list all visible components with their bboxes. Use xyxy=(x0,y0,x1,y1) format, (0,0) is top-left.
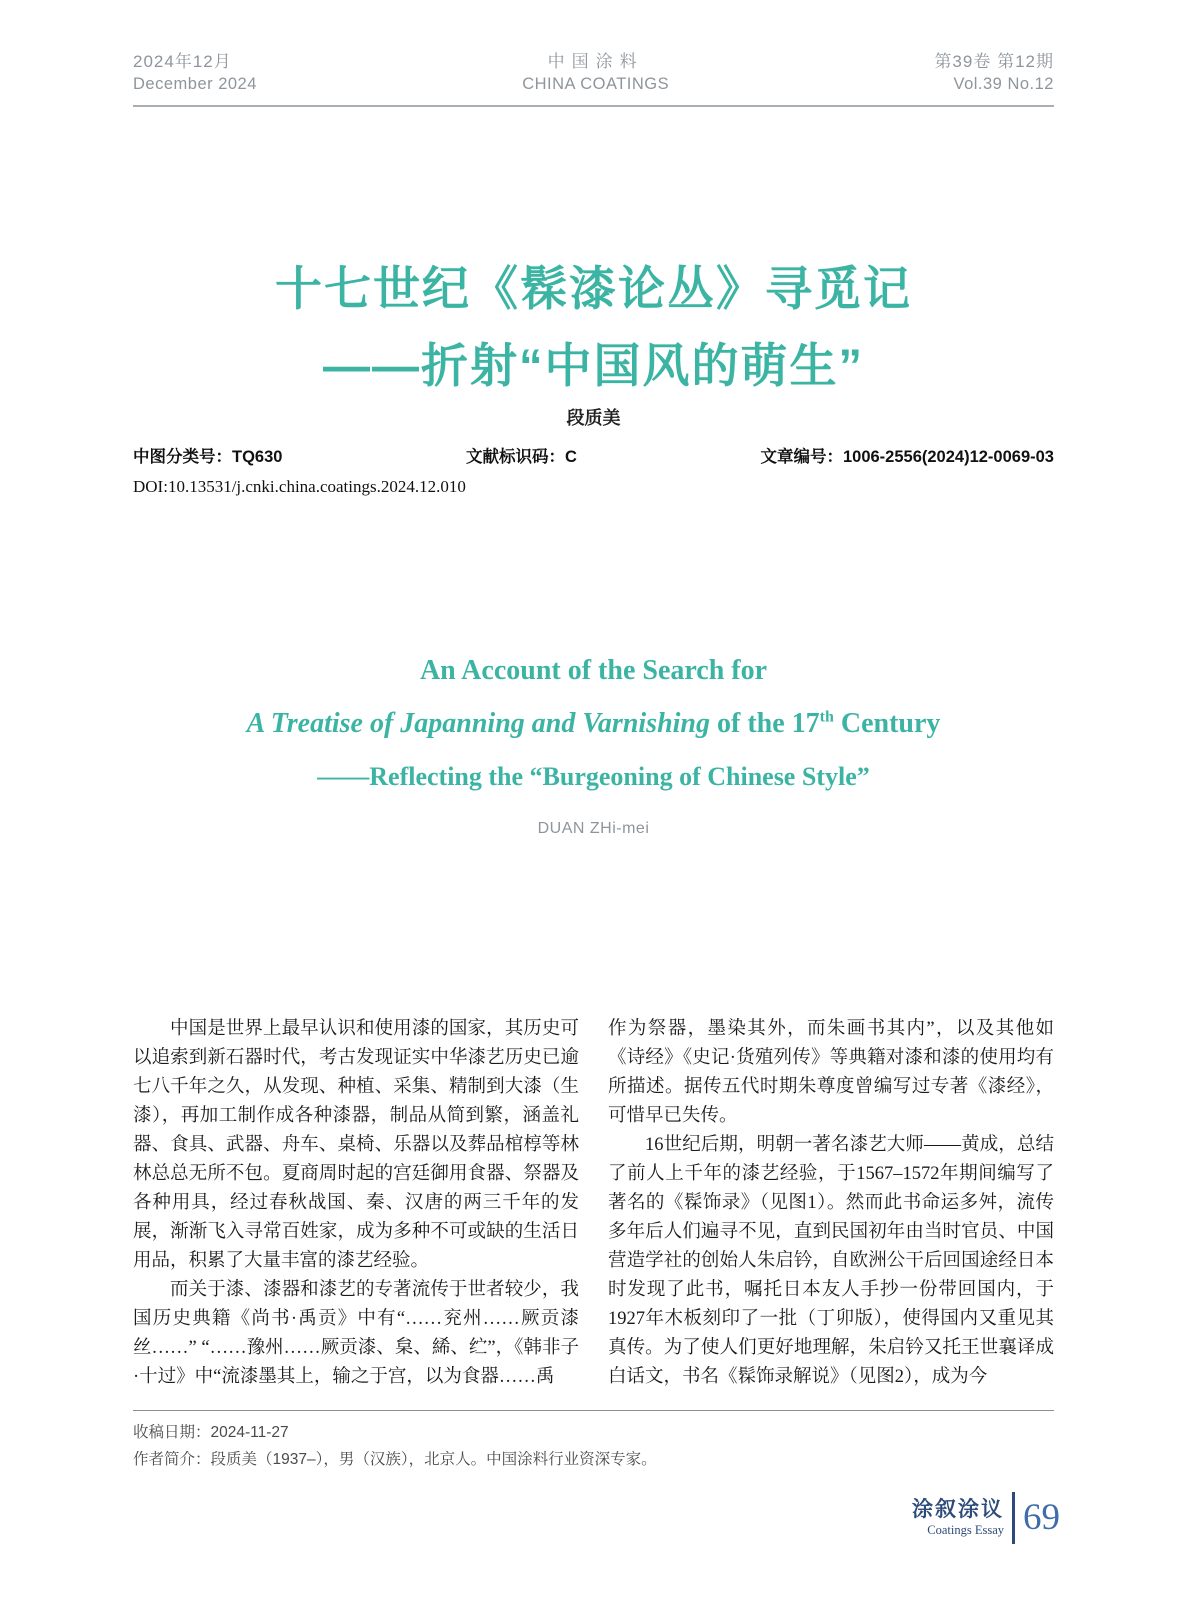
title-en-book-name: A Treatise of Japanning and Varnishing xyxy=(246,708,710,739)
doi-line: DOI:10.13531/j.cnki.china.coatings.2024.12.010 xyxy=(133,477,466,496)
body-column-right xyxy=(608,1015,1054,1392)
article-title-en-line1: An Account of the Search for xyxy=(419,655,768,686)
article-title-en-line2 xyxy=(133,697,1054,750)
article-title-cn-line1: 十七世纪《髹漆论丛》寻觅记 xyxy=(275,262,912,315)
page-marker xyxy=(912,1492,1060,1544)
column-label xyxy=(912,1498,1012,1538)
footnotes xyxy=(133,1411,1054,1473)
meta-document-code: 文献标识码：C xyxy=(466,448,577,466)
paragraph: 而关于漆、漆器和漆艺的专著流传于世者较少，我国历史典籍《尚书·禹贡》中有“……兖州……厥贡漆丝……” “……豫州……厥贡漆、枲、絺、纻”，《韩非子·十过》中“流漆墨其上，输之于宫，以为食器……禹 xyxy=(133,1280,579,1387)
header-volume xyxy=(934,50,1054,96)
paragraph-continuation: 作为祭器，墨染其外，而朱画书其内”，以及其他如《诗经》《史记·货殖列传》等典籍对漆和漆的使用均有所描述。据传五代时期朱尊度曾编写过专著《漆经》，可惜早已失传。 xyxy=(608,1019,1054,1126)
journal-name-en: CHINA COATINGS xyxy=(522,75,670,93)
meta-article-id: 文章编号：1006-2556(2024)12-0069-03 xyxy=(760,448,1054,466)
body-columns xyxy=(133,1015,1054,1392)
header-journal-name xyxy=(522,50,669,96)
title-en-line2-mid: of the 17 xyxy=(710,708,820,739)
header-date-en: December 2024 xyxy=(133,75,257,93)
journal-name-cn: 中国涂料 xyxy=(547,52,644,71)
title-en-ordinal-sup: th xyxy=(819,708,834,726)
article-title-cn xyxy=(133,250,1054,404)
paragraph: 中国是世界上最早认识和使用漆的国家，其历史可以追索到新石器时代，考古发现证实中华漆艺历史已逾七八千年之久，从发现、种植、采集、精制到大漆（生漆），再加工制作成各种漆器，制品从简到繁，涵盖礼器、食具、武器、舟车、桌椅、乐器以及葬品棺椁等林林总总无所不包。夏商周时起的宫廷御用食器、祭器及各种用具，经过春秋战国、秦、汉唐的两三千年的发展，渐渐飞入寻常百姓家，成为多种不可或缺的生活日用品，积累了大量丰富的漆艺经验。 xyxy=(133,1019,579,1271)
article-title-en xyxy=(133,644,1054,803)
header-volume-cn: 第39卷 第12期 xyxy=(934,52,1054,71)
header-volume-en: Vol.39 No.12 xyxy=(953,75,1054,93)
column-label-cn: 涂叙涂议 xyxy=(912,1498,1004,1521)
column-label-en: Coatings Essay xyxy=(927,1523,1004,1537)
author-bio-note: 作者简介：段质美（1937–），男（汉族），北京人。中国涂料行业资深专家。 xyxy=(133,1451,657,1468)
article-meta-row xyxy=(133,446,1054,468)
meta-clc-number: 中图分类号：TQ630 xyxy=(133,448,283,466)
journal-header xyxy=(133,0,1054,107)
paragraph: 16世纪后期，明朝一著名漆艺大师——黄成，总结了前人上千年的漆艺经验，于1567–1572年期间编写了著名的《髹饰录》（见图1）。然而此书命运多舛，流传多年后人们遍寻不见，直到民国初年由当时官员、中国营造学社的创始人朱启钤，自欧洲公干后回国途经日本时发现了此书，嘱托日本友人手抄一份带回国内，于1927年木板刻印了一批（丁卯版），使得国内又重见其真传。为了使人们更好地理解，朱启钤又托王世襄译成白话文，书名《髹饰录解说》（见图2），成为今 xyxy=(608,1135,1054,1387)
header-date xyxy=(133,50,257,96)
author-name-cn: 段质美 xyxy=(566,408,621,428)
author-name-en: DUAN ZHi-mei xyxy=(537,820,650,837)
article-title-cn-line2: ——折射“中国风的萌生” xyxy=(323,339,864,392)
title-en-line2-tail: Century xyxy=(833,708,941,739)
header-date-cn: 2024年12月 xyxy=(133,52,232,71)
article-title-en-line3: ——Reflecting the “Burgeoning of Chinese Style” xyxy=(317,762,870,791)
body-column-left xyxy=(133,1015,579,1392)
received-date-note: 收稿日期：2024-11-27 xyxy=(133,1424,289,1441)
page-number: 69 xyxy=(1023,1497,1060,1538)
